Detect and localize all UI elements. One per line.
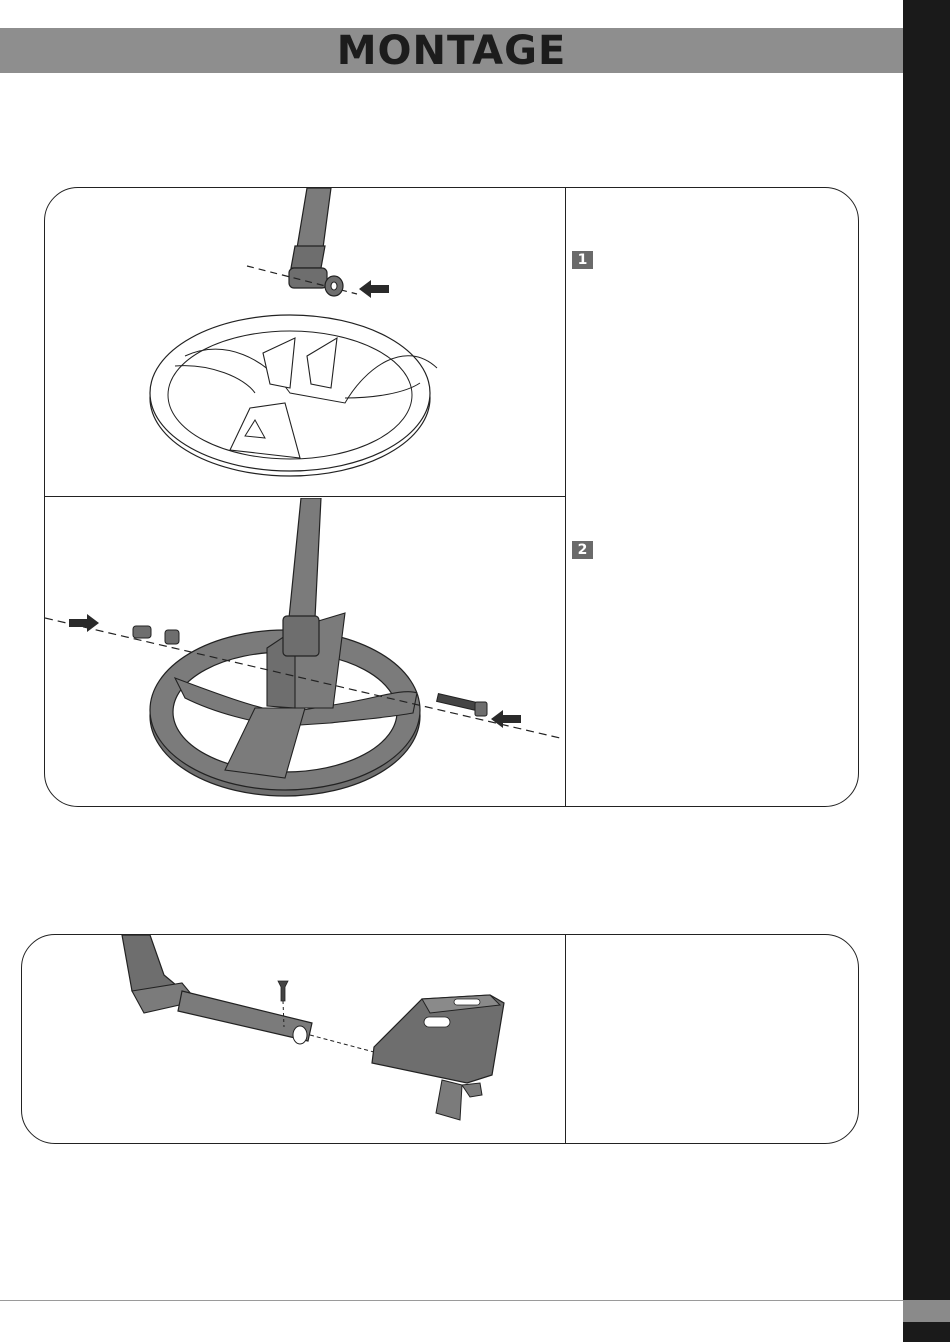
arrow-left-icon xyxy=(489,708,523,730)
step1-illustration xyxy=(45,188,565,496)
page-edge-tab xyxy=(903,1300,950,1322)
step-badge-1: 1 xyxy=(572,251,593,269)
title-bar xyxy=(0,28,903,73)
panel-divider-horizontal xyxy=(45,496,565,497)
armrest-illustration xyxy=(22,935,565,1144)
assembly-panel-armrest xyxy=(21,934,859,1144)
page-title: MONTAGE xyxy=(336,27,567,74)
page-edge-bar xyxy=(903,0,950,1342)
arrow-right-icon xyxy=(67,612,101,634)
step2-illustration xyxy=(45,498,565,807)
assembly-panel-coil xyxy=(44,187,859,807)
step-badge-2: 2 xyxy=(572,541,593,559)
panel-divider-vertical xyxy=(565,188,566,806)
panel-divider-vertical xyxy=(565,935,566,1143)
footer-rule xyxy=(0,1300,903,1301)
arrow-left-icon xyxy=(357,278,391,300)
